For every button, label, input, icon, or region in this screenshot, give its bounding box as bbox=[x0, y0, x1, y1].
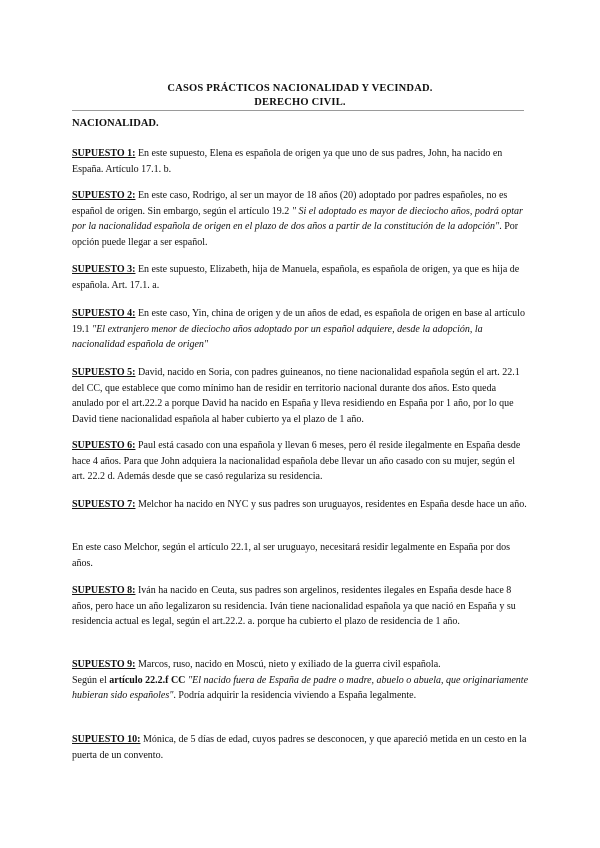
document-subtitle: DERECHO CIVIL. bbox=[254, 97, 346, 108]
case-1-paragraph bbox=[72, 146, 528, 177]
case-6-paragraph bbox=[72, 438, 528, 485]
header-divider bbox=[72, 110, 524, 111]
case-4-paragraph bbox=[72, 306, 528, 353]
case-2-label: SUPUESTO 2: bbox=[72, 190, 136, 201]
case-9-text-end: . Podría adquirir la residencia viviendo a España legalmente. bbox=[173, 690, 417, 701]
case-7-explanation: En este caso Melchor, según el artículo 22.1, al ser uruguayo, necesitará residir legalmente en España por dos años. bbox=[72, 542, 511, 569]
case-9-label: SUPUESTO 9: bbox=[72, 659, 136, 670]
case-10-label: SUPUESTO 10: bbox=[72, 734, 141, 745]
case-2-paragraph bbox=[72, 188, 528, 250]
case-7-label: SUPUESTO 7: bbox=[72, 499, 136, 510]
case-7-text: Melchor ha nacido en NYC y sus padres son uruguayos, residentes en España desde hace un año. bbox=[135, 499, 527, 510]
case-5-text: David, nacido en Soria, con padres guineanos, no tiene nacionalidad española según el art. 22.1 del CC, que establece que como mínimo han de residir en territorio nacional durante dos años. Esto queda anulado por el art.22.2 a porque David ha nacido en España y lleva residiendo en España por 1 año, por lo que David tiene nacionalidad española al haber cubierto ya el plazo de 1 año. bbox=[72, 367, 520, 425]
case-1-label: SUPUESTO 1: bbox=[72, 148, 136, 159]
case-5-label: SUPUESTO 5: bbox=[72, 367, 136, 378]
case-1-text: En este supuesto, Elena es española de origen ya que uno de sus padres, John, ha nacido en España. Artículo 17.1. b. bbox=[72, 148, 503, 175]
case-9-quote: "El nacido fuera de España de padre o madre, abuelo o abuela, que originariamente hubieran sido españoles" bbox=[72, 674, 529, 701]
case-3-paragraph bbox=[72, 262, 528, 293]
section-heading: NACIONALIDAD. bbox=[72, 118, 159, 129]
case-8-text: Iván ha nacido en Ceuta, sus padres son argelinos, residentes ilegales en España desde hace 8 años, pero hace un año legalizaron su residencia. Iván tiene nacionalidad española ya que nació en España y su residencia actual es legal, según el art.22.2. a. porque ha cubierto el plazo de residencia de 1 año. bbox=[72, 585, 516, 627]
document-title: CASOS PRÁCTICOS NACIONALIDAD Y VECINDAD. bbox=[167, 83, 433, 94]
case-4-text: En este caso, Yin, china de origen y de un años de edad, es española de origen en base al artículo 19.1 bbox=[72, 308, 525, 335]
case-6-label: SUPUESTO 6: bbox=[72, 440, 136, 451]
case-2-text-end: . Por opción puede llegar a ser español. bbox=[72, 221, 519, 248]
case-8-paragraph bbox=[72, 583, 528, 630]
case-10-paragraph bbox=[72, 732, 528, 763]
case-9-article: artículo 22.2.f CC bbox=[109, 674, 188, 686]
case-4-label: SUPUESTO 4: bbox=[72, 308, 136, 319]
case-2-quote: " Si el adoptado es mayor de dieciocho años, podrá optar por la nacionalidad española de origen en el plazo de dos años a partir de la constitución de la adopción" bbox=[72, 205, 523, 232]
case-3-text: En este supuesto, Elizabeth, hija de Manuela, española, es española de origen, ya que es hija de española. Art. 17.1. a. bbox=[72, 264, 520, 291]
case-6-text: Paul está casado con una española y llevan 6 meses, pero él reside ilegalmente en España desde hace 4 años. Para que John adquiera la nacionalidad española debe llevar un año casado con su mujer, según el art. 22.2 d. Además desde que se casó regulariza su residencia. bbox=[72, 440, 521, 482]
case-2-text: En este caso, Rodrigo, al ser un mayor de 18 años (20) adoptado por padres españoles, no es español de origen. Sin embargo, según el artículo 19.2 bbox=[72, 190, 508, 217]
case-8-label: SUPUESTO 8: bbox=[72, 585, 136, 596]
case-5-paragraph bbox=[72, 365, 528, 427]
case-10-text: Mónica, de 5 días de edad, cuyos padres se desconocen, y que apareció metida en un cesto en la puerta de un convento. bbox=[72, 734, 527, 761]
case-9-text: Marcos, ruso, nacido en Moscú, nieto y exiliado de la guerra civil española. bbox=[135, 659, 441, 670]
case-9-paragraph bbox=[72, 657, 528, 704]
case-9-pre: Según el bbox=[72, 674, 110, 686]
case-4-quote: "El extranjero menor de dieciocho años adoptado por un español adquiere, desde la adopción, la nacionalidad española de origen" bbox=[72, 323, 483, 350]
case-3-label: SUPUESTO 3: bbox=[72, 264, 136, 275]
case-7-paragraph bbox=[72, 497, 528, 513]
